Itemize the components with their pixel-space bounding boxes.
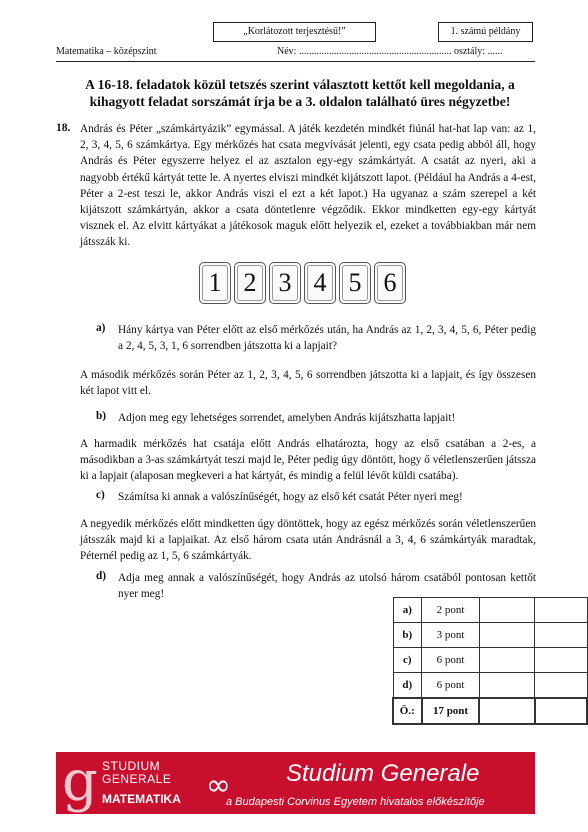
score-row	[393, 598, 587, 623]
part-b-label: b)	[96, 410, 107, 422]
number-card-value: 1	[202, 265, 228, 301]
score-part: Ö.:	[393, 698, 422, 724]
score-points: 17 pont	[422, 698, 480, 724]
copy-label: 1. számú példány	[438, 22, 533, 42]
infinity-icon: ∞	[206, 768, 231, 803]
score-part: d)	[393, 673, 422, 699]
logo-math: MATEMATIKA	[102, 792, 181, 806]
score-table	[392, 597, 588, 725]
score-achieved-cell[interactable]	[479, 698, 535, 724]
number-card-value: 5	[342, 265, 368, 301]
part-c-text: Számítsa ki annak a valószínűségét, hogy az első két csatát Péter nyeri meg!	[118, 491, 463, 503]
number-card-value: 3	[272, 265, 298, 301]
score-row	[393, 623, 587, 648]
problem-intro: András és Péter „számkártyázik” egymással. A játék kezdetén mindkét fiúnál hat-hat lap van: az 1, 2, 3, 4, 5, 6 számkártya. Egy mérkőzés hat csata megvívását jelenti, egy csata pedig abból áll, hogy András és Péter egyszerre helyez el az asztalon egy-egy számkártyát. A csatát az nyeri, aki a nagyobb értékű kártyát tette le. A nyertes elviszi mindkét kijátszott lapot. (Például ha András a 4-est, Péter a 2-est teszi le, akkor András viszi el ezt a két lapot.) Ha ugyanaz a szám szerepel a két kijátszott számkártyán, akkor a csata döntetlenre végződik. Ekkor mindketten egy-egy kártyát visznek el. Az elvitt kártyákat a játékosok maguk előtt helyezik el, ezeket a továbbiakban már nem játsszák ki.	[80, 123, 536, 249]
subject-label: Matematika – középszint	[56, 46, 157, 57]
footer-banner	[56, 752, 535, 814]
score-total-cell[interactable]	[535, 598, 587, 623]
score-row	[393, 673, 587, 699]
score-total-cell[interactable]	[535, 648, 587, 673]
logo-g-icon: g	[62, 752, 98, 814]
instruction: A 16-18. feladatok közül tetszés szerint választott kettőt kell megoldania, a kihagyott feladat sorszámát írja be a 3. oldalon található üres négyzetbe!	[85, 77, 515, 109]
number-card	[269, 262, 301, 304]
number-cards	[199, 262, 406, 304]
name-line: Név: ............................................................. osztály: ......	[277, 46, 503, 57]
number-card-value: 6	[377, 265, 403, 301]
paragraph-2: A második mérkőzés során Péter az 1, 2, 3, 4, 5, 6 sorrendben játszotta ki a lapjait, és így összesen két lapot vitt el.	[80, 369, 536, 398]
banner-title: Studium Generale	[286, 760, 480, 787]
part-d-text: Adja meg annak a valószínűségét, hogy András az utolsó három csatából pontosan kettőt nyer meg!	[118, 572, 536, 601]
number-card	[199, 262, 231, 304]
part-c-label: c)	[96, 489, 105, 501]
number-card	[234, 262, 266, 304]
header-rule	[56, 61, 535, 62]
score-total-cell[interactable]	[535, 698, 587, 724]
paragraph-3: A harmadik mérkőzés hat csatája előtt András elhatározta, hogy az első csatában a 2-es, a másodikban a 3-as számkártyát teszi majd le, Péter pedig úgy döntött, hogy ő véletlenszerűen játssza ki a lapjait (alaposan megkeveri a hat kártyát, és mindig a felül lévőt küldi csatába).	[80, 438, 536, 483]
paragraph-4: A negyedik mérkőzés előtt mindketten úgy döntöttek, hogy az egész mérkőzés során véletlenszerűen játsszák majd ki a lapjaikat. Az első három csata után Andrásnál a 3, 4, 6 számkártyák maradtak, Péternél pedig az 1, 5, 6 számkártyák.	[80, 518, 536, 563]
score-points: 6 pont	[422, 648, 480, 673]
score-achieved-cell[interactable]	[479, 673, 535, 699]
score-row	[393, 648, 587, 673]
score-total-cell[interactable]	[535, 673, 587, 699]
score-points: 6 pont	[422, 673, 480, 699]
problem-number: 18.	[56, 122, 71, 134]
logo-line-1: STUDIUM	[102, 759, 161, 773]
score-achieved-cell[interactable]	[479, 598, 535, 623]
score-part: b)	[393, 623, 422, 648]
score-total-cell[interactable]	[535, 623, 587, 648]
score-part: a)	[393, 598, 422, 623]
score-part: c)	[393, 648, 422, 673]
number-card-value: 4	[307, 265, 333, 301]
number-card	[304, 262, 336, 304]
part-a-text: Hány kártya van Péter előtt az első mérkőzés után, ha András az 1, 2, 3, 4, 5, 6, Péter pedig a 2, 4, 5, 3, 1, 6 sorrendben játszotta ki a lapjait?	[118, 324, 536, 353]
part-b-text: Adjon meg egy lehetséges sorrendet, amelyben András kijátszhatta lapjait!	[118, 412, 456, 424]
score-points: 2 pont	[422, 598, 480, 623]
score-achieved-cell[interactable]	[479, 648, 535, 673]
logo-text	[102, 760, 171, 786]
number-card	[374, 262, 406, 304]
part-d-label: d)	[96, 570, 107, 582]
part-a-label: a)	[96, 322, 106, 334]
score-points: 3 pont	[422, 623, 480, 648]
logo-line-2: GENERALE	[102, 772, 172, 786]
score-row	[393, 698, 587, 724]
number-card	[339, 262, 371, 304]
number-card-value: 2	[237, 265, 263, 301]
score-achieved-cell[interactable]	[479, 623, 535, 648]
distribution-label: „Korlátozott terjesztésű!”	[213, 22, 376, 42]
banner-tagline: a Budapesti Corvinus Egyetem hivatalos előkészítője	[226, 796, 485, 808]
